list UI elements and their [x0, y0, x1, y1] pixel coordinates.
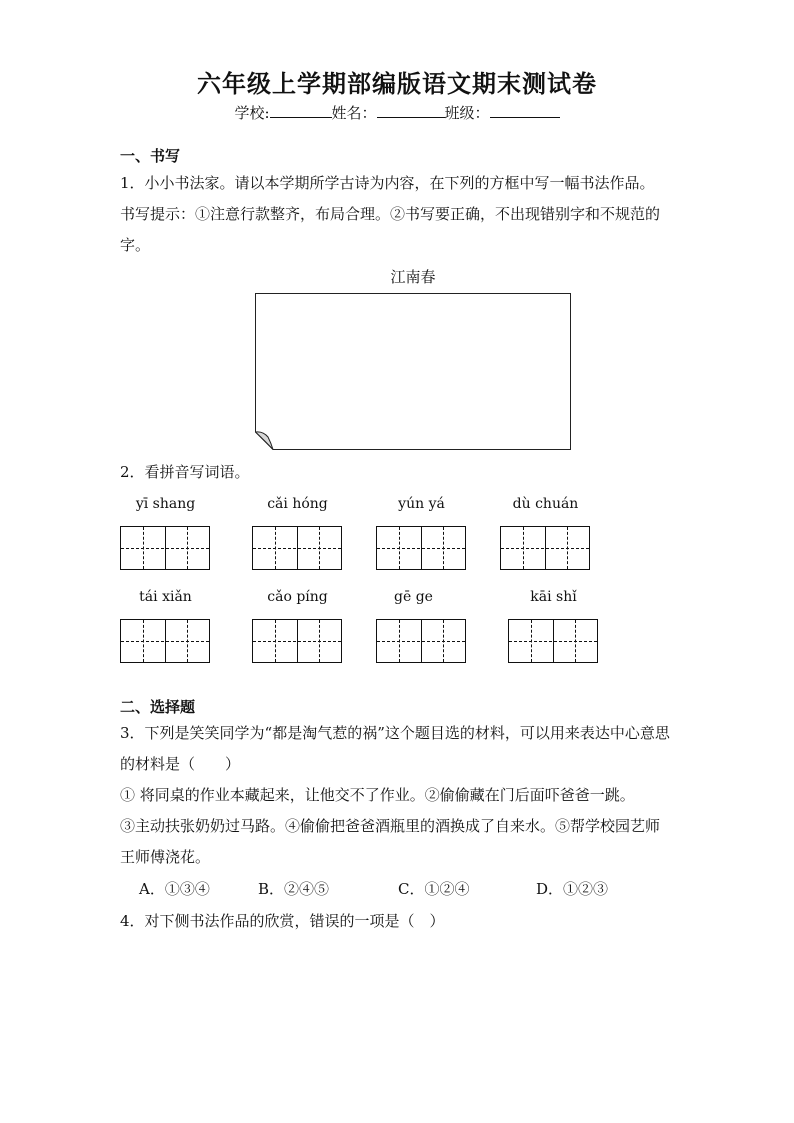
question-4: 4．对下侧书法作品的欣赏，错误的一项是（ ） [120, 912, 445, 930]
choice-option-a[interactable]: A．①③④ [139, 880, 210, 898]
question-1-line-3: 字。 [120, 236, 151, 254]
section-heading-writing: 一、书写 [120, 147, 181, 165]
pinyin-label: kāi shǐ [530, 589, 577, 605]
pinyin-label: cǎo píng [267, 589, 328, 605]
pinyin-label: tái xiǎn [139, 589, 192, 605]
question-3-line-5: 王师傅浇花。 [120, 848, 211, 866]
question-3-line-4: ③主动扶张奶奶过马路。④偷偷把爸爸酒瓶里的酒换成了自来水。⑤帮学校园艺师 [120, 817, 661, 835]
pinyin-label: dù chuán [512, 496, 579, 512]
tianzige-answer-box[interactable] [252, 526, 342, 570]
tianzige-answer-box[interactable] [376, 526, 466, 570]
class-label: 班级： [444, 104, 490, 122]
page-title: 六年级上学期部编版语文期末测试卷 [197, 69, 597, 98]
question-2: 2．看拼音写词语。 [120, 463, 250, 481]
question-3-line-3: ① 将同桌的作业本藏起来，让他交不了作业。②偷偷藏在门后面吓爸爸一跳。 [120, 786, 635, 804]
section-heading-choice: 二、选择题 [120, 698, 196, 716]
pinyin-label: yī shang [135, 496, 196, 512]
pinyin-label: yún yá [398, 496, 445, 512]
student-info-line [0, 102, 794, 123]
name-blank[interactable] [377, 102, 445, 118]
question-3-line-2: 的材料是（ ） [120, 755, 241, 773]
choice-option-c[interactable]: C．①②④ [398, 880, 470, 898]
question-1-line-1: 1．小小书法家。请以本学期所学古诗为内容，在下列的方框中写一幅书法作品。 [120, 174, 655, 192]
poem-title: 江南春 [390, 268, 436, 286]
name-label: 姓名： [331, 104, 377, 122]
tianzige-answer-box[interactable] [376, 619, 466, 663]
tianzige-answer-box[interactable] [500, 526, 590, 570]
tianzige-answer-box[interactable] [508, 619, 598, 663]
calligraphy-writing-box[interactable] [255, 293, 571, 450]
tianzige-answer-box[interactable] [252, 619, 342, 663]
tianzige-answer-box[interactable] [120, 619, 210, 663]
class-blank[interactable] [490, 102, 560, 118]
choice-option-b[interactable]: B．②④⑤ [258, 880, 330, 898]
pinyin-label: gē ge [394, 589, 433, 605]
pinyin-label: cǎi hóng [267, 496, 328, 512]
question-3-line-1: 3．下列是笑笑同学为“都是淘气惹的祸”这个题目选的材料，可以用来表达中心意思 [120, 724, 670, 742]
tianzige-answer-box[interactable] [120, 526, 210, 570]
choice-option-d[interactable]: D．①②③ [536, 880, 609, 898]
school-label: 学校: [234, 104, 270, 122]
school-blank[interactable] [270, 102, 332, 118]
question-1-line-2: 书写提示：①注意行款整齐，布局合理。②书写要正确，不出现错别字和不规范的 [120, 205, 661, 223]
